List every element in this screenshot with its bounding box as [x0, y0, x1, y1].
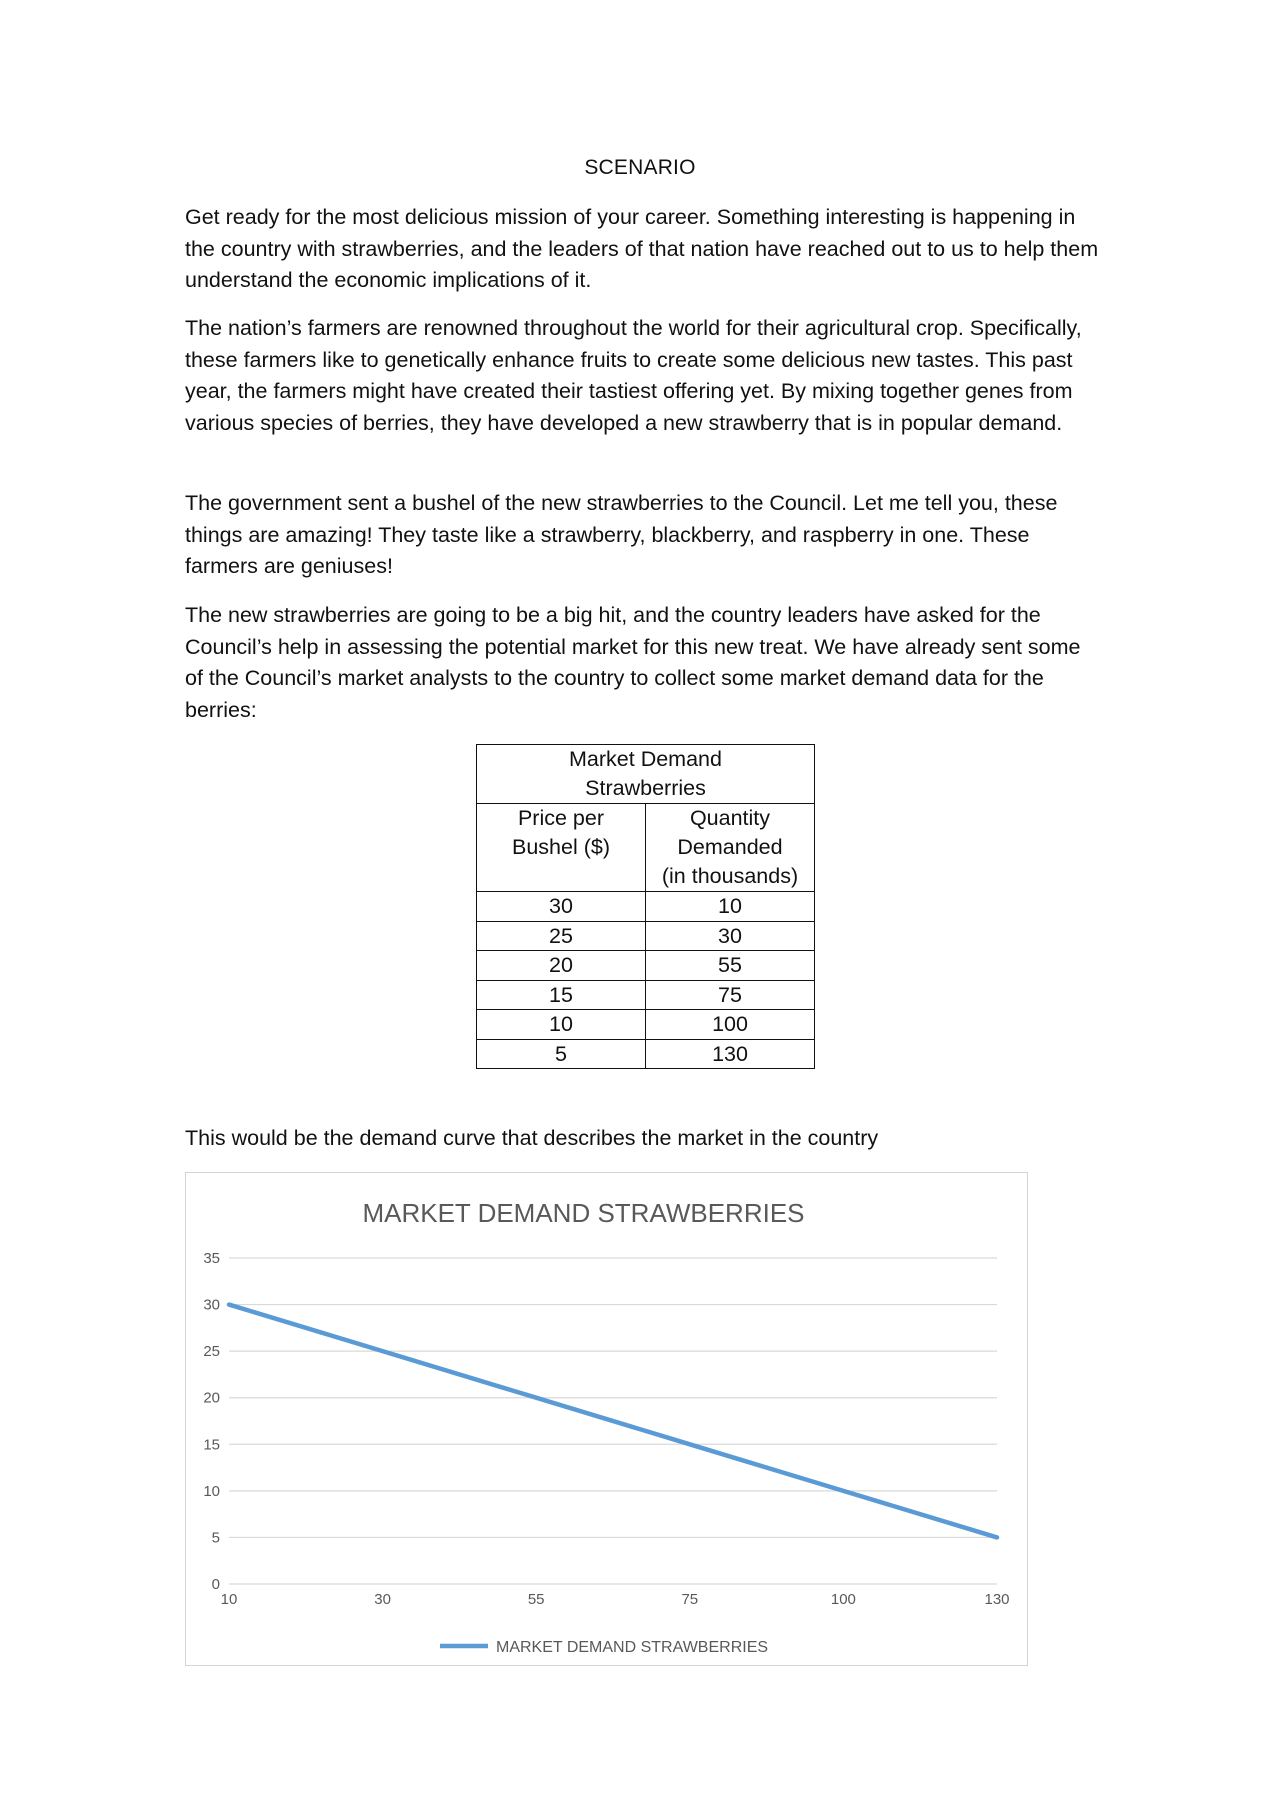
- table-row: [477, 980, 815, 1010]
- x-tick-label: 10: [220, 1591, 238, 1608]
- table-title-line1: Market Demand: [569, 747, 722, 771]
- table-row: [477, 921, 815, 951]
- table-title: [477, 745, 815, 804]
- price-cell: 10: [477, 1010, 646, 1040]
- demand-line-chart: [186, 1173, 1027, 1665]
- chart-title: MARKET DEMAND STRAWBERRIES: [362, 1198, 805, 1228]
- series-line: [229, 1305, 997, 1538]
- quantity-cell: 100: [646, 1010, 815, 1040]
- quantity-cell: 130: [646, 1039, 815, 1069]
- y-tick-label: 0: [211, 1576, 220, 1593]
- paragraph-farmers: The nation’s farmers are renowned throughout the world for their agricultural crop. Specifically, these farmers like to genetically enhance fruits to create some delicious new tastes. This past year, the farmers might have created their tastiest offering yet. By mixing together genes from various species of berries, they have developed a new strawberry that is in popular demand.: [185, 316, 1082, 435]
- market-demand-table: [476, 744, 815, 1069]
- x-tick-label: 100: [830, 1591, 856, 1608]
- table-row: [477, 892, 815, 922]
- price-cell: 30: [477, 892, 646, 922]
- column-header-price-line2: Bushel ($): [512, 835, 610, 859]
- x-tick-label: 30: [374, 1591, 391, 1608]
- y-tick-label: 10: [203, 1482, 220, 1500]
- paragraph-demand-curve: This would be the demand curve that describes the market in the country: [185, 1126, 879, 1150]
- quantity-cell: 55: [646, 951, 815, 981]
- column-header-quantity: [646, 804, 815, 892]
- paragraph-government: The government sent a bushel of the new strawberries to the Council. Let me tell you, these things are amazing! They taste like a strawberry, blackberry, and raspberry in one. These farmers are geniuses!: [185, 491, 1058, 578]
- price-cell: 20: [477, 951, 646, 981]
- paragraph-intro: Get ready for the most delicious mission of your career. Something interesting is happening in the country with strawberries, and the leaders of that nation have reached out to us to help them understand the economic implications of it.: [185, 205, 1099, 292]
- table-row: [477, 1039, 815, 1069]
- quantity-cell: 75: [646, 980, 815, 1010]
- legend-label: MARKET DEMAND STRAWBERRIES: [496, 1639, 769, 1656]
- column-header-price: [477, 804, 646, 892]
- table-row: [477, 1010, 815, 1040]
- price-cell: 5: [477, 1039, 646, 1069]
- chart-area: [185, 1172, 1028, 1666]
- column-header-price-line1: Price per: [517, 806, 605, 830]
- x-tick-label: 55: [527, 1591, 545, 1608]
- y-tick-label: 5: [211, 1529, 220, 1547]
- quantity-cell: 10: [646, 892, 815, 922]
- y-tick-label: 15: [203, 1436, 220, 1454]
- y-tick-label: 25: [203, 1343, 220, 1361]
- column-header-quantity-line2: Demanded: [677, 835, 783, 859]
- paragraph-market: The new strawberries are going to be a big hit, and the country leaders have asked for the Council’s help in assessing the potential market for this new treat. We have already sent some of the Council’s market analysts to the country to collect some market demand data for the berries:: [185, 603, 1081, 722]
- y-tick-label: 30: [203, 1296, 220, 1314]
- quantity-cell: 30: [646, 921, 815, 951]
- y-tick-label: 20: [203, 1389, 220, 1407]
- y-tick-label: 35: [203, 1250, 220, 1267]
- page-heading: SCENARIO: [584, 156, 696, 179]
- column-header-quantity-line3: (in thousands): [661, 864, 799, 888]
- table-title-line2: Strawberries: [585, 776, 706, 800]
- x-tick-label: 75: [681, 1591, 699, 1608]
- column-header-quantity-line1: Quantity: [689, 806, 771, 830]
- price-cell: 25: [477, 921, 646, 951]
- x-tick-label: 130: [984, 1591, 1010, 1608]
- price-cell: 15: [477, 980, 646, 1010]
- table-row: [477, 951, 815, 981]
